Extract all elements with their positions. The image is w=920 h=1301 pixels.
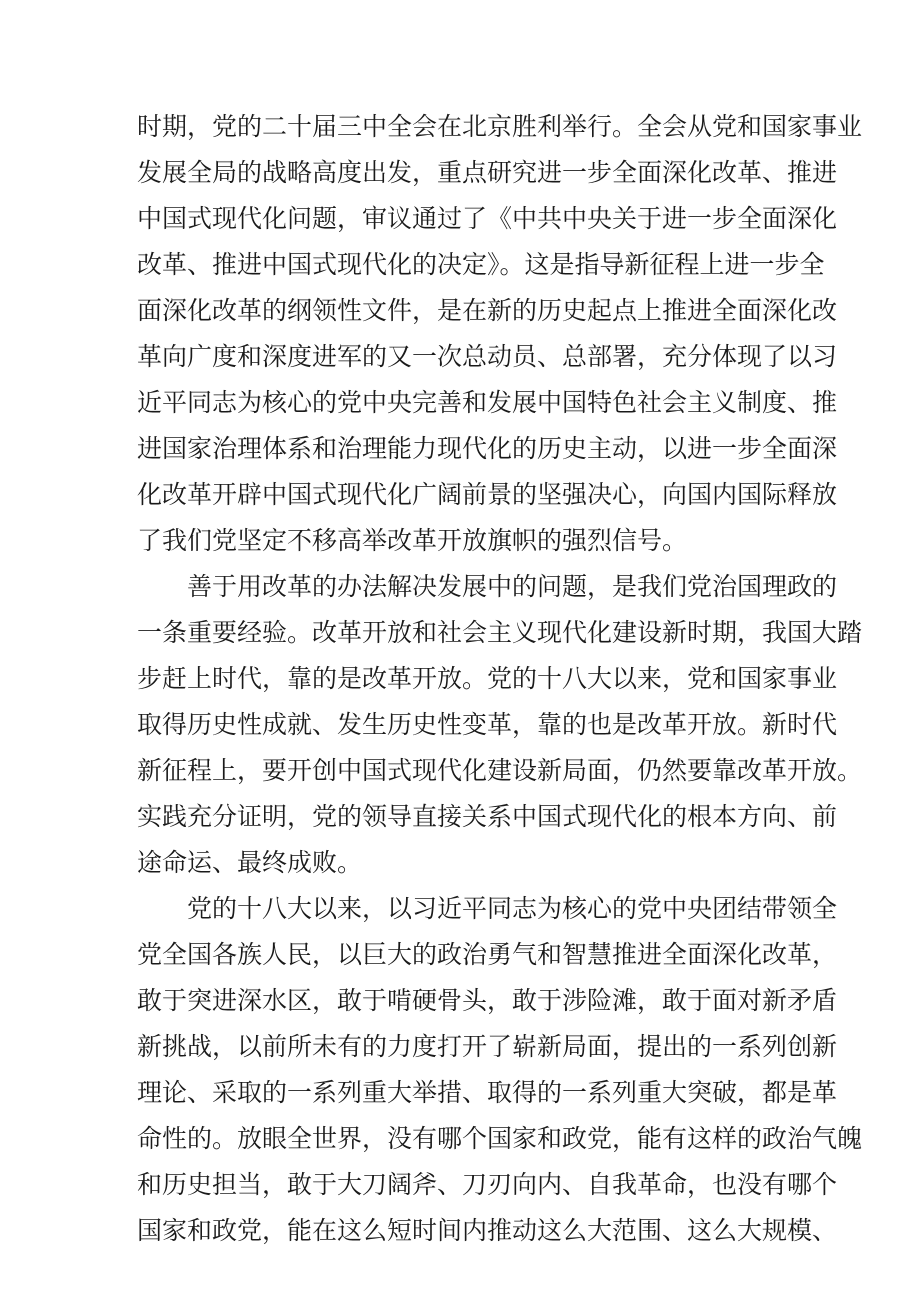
text-line: 命性的。放眼全世界，没有哪个国家和政党，能有这样的政治气魄: [137, 1124, 863, 1153]
text-line: 党的十八大以来，以习近平同志为核心的党中央团结带领全: [187, 894, 838, 923]
text-line: 实践充分证明，党的领导直接关系中国式现代化的根本方向、前: [137, 802, 838, 831]
text-line: 善于用改革的办法解决发展中的问题，是我们党治国理政的: [187, 572, 838, 601]
text-line: 理论、采取的一系列重大举措、取得的一系列重大突破，都是革: [137, 1078, 838, 1107]
text-line: 革向广度和深度进军的又一次总动员、总部署，充分体现了以习: [137, 342, 838, 371]
text-line: 取得历史性成就、发生历史性变革，靠的也是改革开放。新时代: [137, 710, 838, 739]
text-line: 步赶上时代，靠的是改革开放。党的十八大以来，党和国家事业: [137, 664, 838, 693]
text-line: 发展全局的战略高度出发，重点研究进一步全面深化改革、推进: [137, 158, 838, 187]
paragraph-3: [137, 886, 863, 1254]
text-line: 途命运、最终成败。: [137, 848, 363, 877]
text-line: 化改革开辟中国式现代化广阔前景的坚强决心，向国内国际释放: [137, 480, 838, 509]
text-line: 中国式现代化问题，审议通过了《中共中央关于进一步全面深化: [137, 204, 838, 233]
text-line: 面深化改革的纲领性文件，是在新的历史起点上推进全面深化改: [137, 296, 838, 325]
text-line: 进国家治理体系和治理能力现代化的历史主动，以进一步全面深: [137, 434, 838, 463]
text-line: 新挑战，以前所未有的力度打开了崭新局面，提出的一系列创新: [137, 1032, 838, 1061]
text-line: 一条重要经验。改革开放和社会主义现代化建设新时期，我国大踏: [137, 618, 863, 647]
paragraph-2: [137, 564, 863, 886]
text-line: 新征程上，要开创中国式现代化建设新局面，仍然要靠改革开放。: [137, 756, 863, 785]
paragraph-1: [137, 104, 863, 564]
text-line: 改革、推进中国式现代化的决定》。这是指导新征程上进一步全: [137, 250, 825, 279]
text-line: 国家和政党，能在这么短时间内推动这么大范围、这么大规模、: [137, 1216, 838, 1245]
text-line: 和历史担当，敢于大刀阔斧、刀刃向内、自我革命，也没有哪个: [137, 1170, 838, 1199]
text-line: 了我们党坚定不移高举改革开放旗帜的强烈信号。: [137, 526, 688, 555]
text-line: 党全国各族人民，以巨大的政治勇气和智慧推进全面深化改革，: [137, 940, 838, 969]
text-line: 敢于突进深水区，敢于啃硬骨头，敢于涉险滩，敢于面对新矛盾: [137, 986, 838, 1015]
document-body: [137, 104, 863, 1254]
text-line: 近平同志为核心的党中央完善和发展中国特色社会主义制度、推: [137, 388, 838, 417]
text-line: 时期，党的二十届三中全会在北京胜利举行。全会从党和国家事业: [137, 112, 863, 141]
